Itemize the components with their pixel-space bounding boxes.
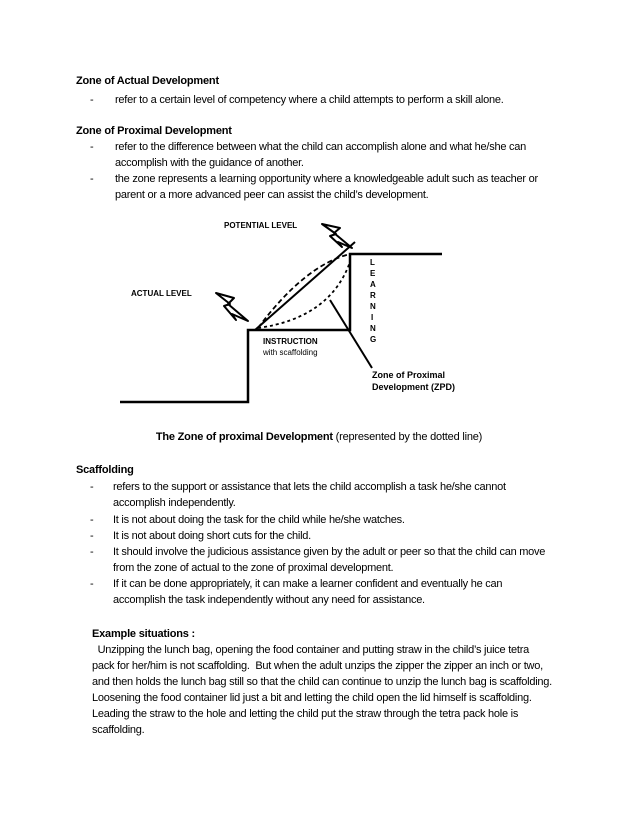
- learning-letter: I: [371, 313, 374, 322]
- scaffolding-heading: Scaffolding: [76, 464, 134, 476]
- zpd-bullet-1-line-2: accomplish with the guidance of another.: [115, 157, 304, 169]
- scaffolding-bullet-4-line-2: from the zone of actual to the zone of proximal development.: [113, 562, 394, 574]
- zone-label-line-1: Zone of Proximal: [372, 370, 446, 380]
- learning-letter: N: [370, 324, 376, 333]
- scaffold-label: with scaffolding: [263, 348, 318, 357]
- examples-line-2: pack for her/him is not scaffolding. But when the adult unzips the zipper the zipper an inch or two,: [92, 660, 543, 672]
- learning-letter: A: [370, 280, 376, 289]
- zad-heading: Zone of Actual Development: [76, 75, 219, 87]
- potential-level-label: POTENTIAL LEVEL: [224, 221, 298, 230]
- learning-letter: N: [370, 302, 376, 311]
- scaffolding-bullet-2: It is not about doing the task for the child while he/she watches.: [113, 514, 405, 526]
- zpd-dotted-curve-lower: [258, 262, 350, 328]
- scaffolding-bullet-5-line-2: accomplish the task independently without any need for assistance.: [113, 594, 425, 606]
- bullet-dash: -: [90, 173, 94, 185]
- zpd-bullet-2-line-1: the zone represents a learning opportunity where a knowledgeable adult such as teacher or: [115, 173, 538, 185]
- scaffolding-bullet-1-line-2: accomplish independently.: [113, 497, 236, 509]
- bullet-dash: -: [90, 141, 94, 153]
- examples-heading: Example situations :: [92, 628, 195, 640]
- learning-letter: R: [370, 291, 376, 300]
- scaffolding-bullet-1-line-1: refers to the support or assistance that lets the child accomplish a task he/she cannot: [113, 481, 506, 493]
- bullet-dash: -: [90, 481, 94, 493]
- bullet-dash: -: [90, 530, 94, 542]
- examples-line-1: Unzipping the lunch bag, opening the food container and putting straw in the child’s juice tetra: [92, 644, 529, 656]
- instruction-label: INSTRUCTION: [263, 337, 318, 346]
- bullet-dash: -: [90, 546, 94, 558]
- learning-letter: L: [370, 258, 375, 267]
- actual-lightning-icon: [216, 293, 248, 321]
- potential-lightning-icon: [322, 224, 352, 248]
- examples-line-4: Loosening the food container lid just a bit and letting the child open the lid himself is scaffolding.: [92, 692, 532, 704]
- bullet-dash: -: [90, 514, 94, 526]
- scaffolding-bullet-4-line-1: It should involve the judicious assistance given by the adult or peer so that the child can move: [113, 546, 546, 558]
- examples-line-6: scaffolding.: [92, 724, 145, 736]
- bullet-dash: -: [90, 94, 94, 106]
- zpd-dotted-curve-upper: [258, 254, 350, 328]
- scaffolding-bullet-3: It is not about doing short cuts for the child.: [113, 530, 311, 542]
- bullet-dash: -: [90, 578, 94, 590]
- examples-line-3: and then holds the lunch bag still so that the child can continue to unzip the lunch bag is scaffolding.: [92, 676, 552, 688]
- actual-level-label: ACTUAL LEVEL: [131, 289, 192, 298]
- examples-line-5: Leading the straw to the hole and letting the child put the straw through the tetra pack hole is: [92, 708, 519, 720]
- zad-bullet-1: refer to a certain level of competency where a child attempts to perform a skill alone.: [115, 94, 504, 106]
- diagram-caption: [0, 431, 638, 443]
- scaffolding-bullet-5-line-1: If it can be done appropriately, it can make a learner confident and eventually he can: [113, 578, 503, 590]
- learning-letter: E: [370, 269, 376, 278]
- zone-label-line-2: Development (ZPD): [372, 382, 456, 392]
- learning-letter: G: [370, 335, 377, 344]
- zpd-bullet-2-line-2: parent or a more advanced peer can assist the child’s development.: [115, 189, 429, 201]
- zpd-heading: Zone of Proximal Development: [76, 125, 232, 137]
- caption-rest: (represented by the dotted line): [332, 431, 483, 443]
- caption-bold: The Zone of proximal Development: [155, 431, 333, 443]
- zpd-bullet-1-line-1: refer to the difference between what the child can accomplish alone and what he/she can: [115, 141, 526, 153]
